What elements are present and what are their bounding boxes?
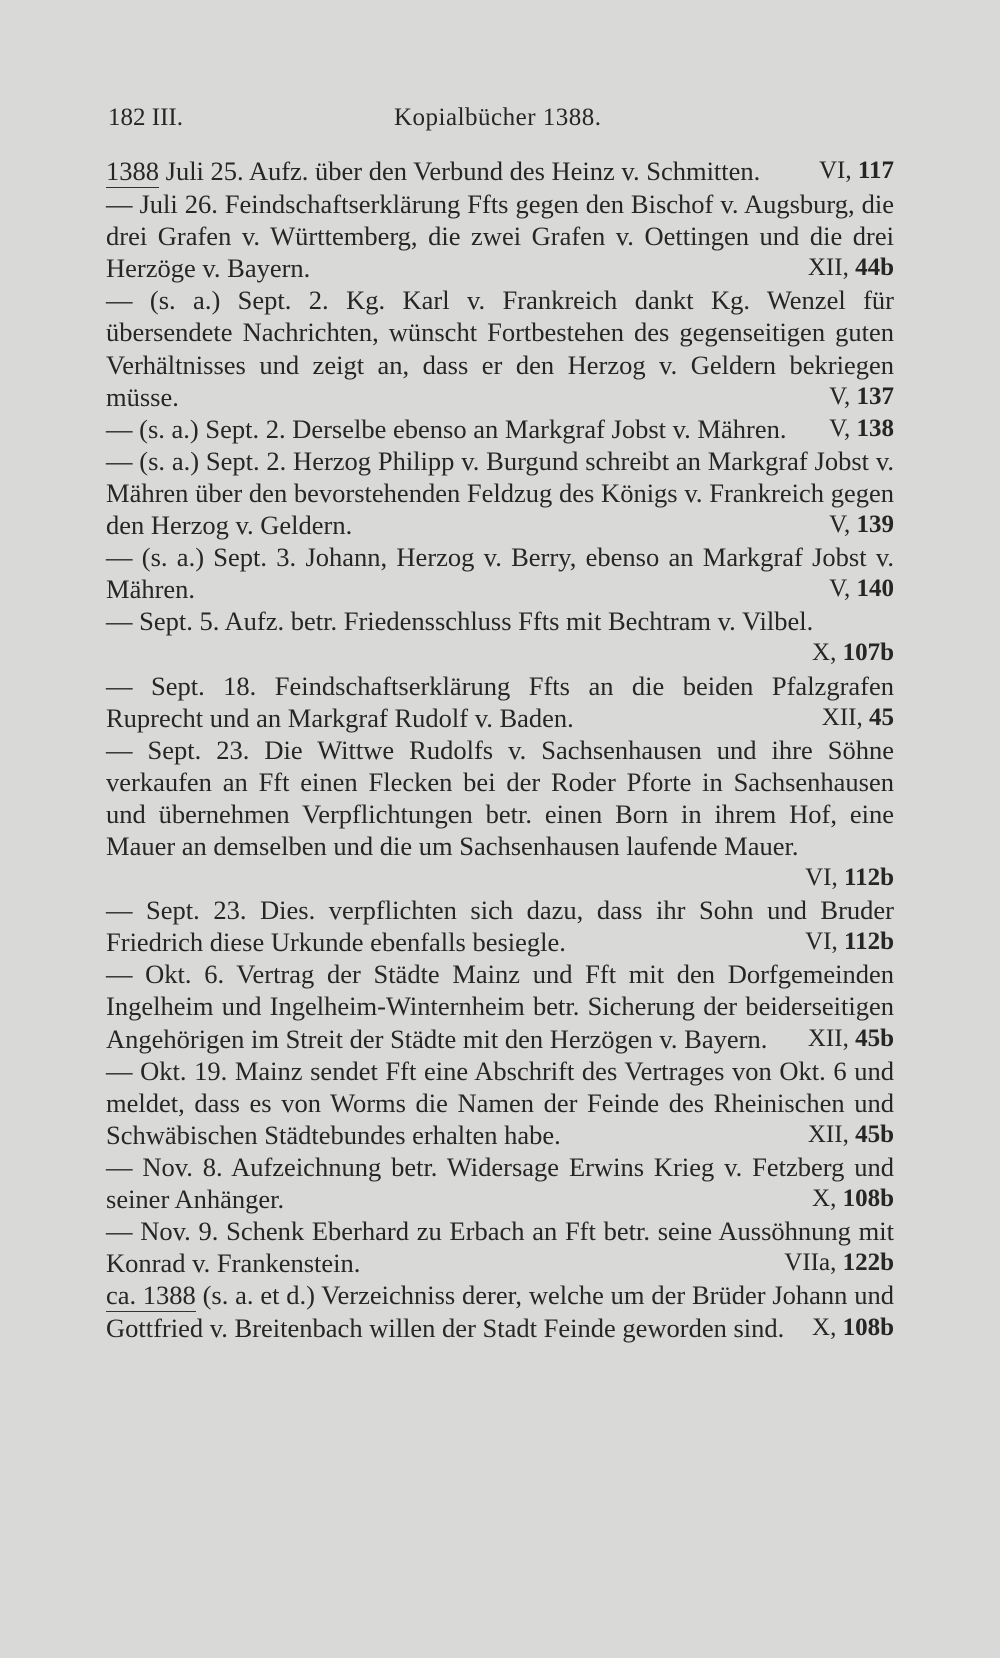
- entry-reference: [791, 862, 894, 894]
- entry-reference: [808, 702, 894, 734]
- page-number-section: 182 III.: [108, 104, 183, 131]
- entry-text: Juli 26. Feindschaftserklärung Ffts gegen den Bischof v. Augsburg, die drei Grafen v. Württemberg, die zwei Grafen v. Oettingen und die drei Herzöge v. Bayern.: [106, 189, 894, 284]
- reference-volume: V,: [829, 575, 851, 603]
- page-header: [108, 104, 894, 138]
- regest-entry: [106, 188, 894, 284]
- entry-reference: [798, 1183, 894, 1215]
- reference-volume: VI,: [805, 864, 838, 892]
- running-title: Kopialbücher 1388.: [394, 104, 602, 131]
- entry-text: Juli 25. Aufz. über den Verbund des Heinz v. Schmitten.: [159, 156, 761, 186]
- entry-reference: [798, 1312, 894, 1344]
- reference-folio: 137: [850, 382, 894, 410]
- entry-date: —: [106, 606, 133, 637]
- entry-date: —: [106, 1151, 133, 1182]
- regest-entry: [106, 894, 894, 958]
- entry-date: —: [106, 895, 133, 926]
- reference-folio: 45: [862, 703, 894, 731]
- reference-folio: 107b: [836, 639, 894, 667]
- regest-entry: [106, 605, 894, 669]
- regest-entry: [106, 1151, 894, 1215]
- entry-reference: [805, 155, 894, 187]
- entry-text: Sept. 5. Aufz. betr. Friedensschluss Ffts mit Bechtram v. Vilbel.: [132, 606, 814, 637]
- regest-entry: [106, 958, 894, 1054]
- entry-reference: [794, 1023, 894, 1055]
- entry-text: Nov. 9. Schenk Eberhard zu Erbach an Fft betr. seine Aussöhnung mit Konrad v. Frankenstein.: [106, 1216, 894, 1279]
- entry-text: (s. a.) Sept. 3. Johann, Herzog v. Berry, ebenso an Markgraf Jobst v. Mähren.: [106, 542, 894, 605]
- entry-reference: [791, 926, 894, 958]
- entry-text: (s. a.) Sept. 2. Kg. Karl v. Frankreich dankt Kg. Wenzel für übersendete Nachrichten, wünscht Fortbestehen des gegenseitigen guten Verhältnisses und zeigt an, dass er den Herzog v. Geldern bekriegen müsse.: [106, 285, 894, 412]
- reference-folio: 117: [851, 157, 894, 184]
- regest-entry: [106, 413, 894, 445]
- regest-entry: [106, 1279, 894, 1344]
- reference-folio: 108b: [836, 1185, 894, 1212]
- reference-folio: 108b: [836, 1314, 894, 1342]
- entry-reference: [770, 1247, 894, 1279]
- entry-text: Sept. 23. Dies. verpflichten sich dazu, dass ihr Sohn und Bruder Friedrich diese Urkunde ebenfalls besiegle.: [106, 895, 894, 958]
- regest-entry: [106, 155, 894, 188]
- regest-entry: [106, 1055, 894, 1151]
- entry-date: —: [106, 1055, 133, 1086]
- reference-volume: X,: [812, 639, 837, 667]
- entry-reference: [794, 252, 894, 284]
- regest-entry: [106, 734, 894, 894]
- reference-volume: V,: [829, 414, 851, 442]
- reference-folio: 112b: [837, 864, 894, 892]
- entry-text: (s. a.) Sept. 2. Herzog Philipp v. Burgund schreibt an Markgraf Jobst v. Mähren über den bevorstehenden Feldzug des Königs v. Frankreich gegen den Herzog v. Geldern.: [106, 445, 894, 541]
- regest-entry: [106, 445, 894, 541]
- reference-volume: XII,: [807, 254, 849, 282]
- entry-date: —: [106, 734, 133, 765]
- reference-volume: V,: [829, 382, 851, 410]
- entry-reference: [815, 381, 894, 413]
- reference-volume: XII,: [821, 703, 863, 731]
- regest-entry: [106, 670, 894, 734]
- entry-reference: [815, 573, 894, 605]
- reference-volume: V,: [829, 511, 851, 539]
- entry-text: (s. a.) Sept. 2. Derselbe ebenso an Markgraf Jobst v. Mähren.: [132, 413, 787, 444]
- entry-date: —: [106, 670, 133, 701]
- entry-date: ca. 1388: [106, 1279, 196, 1312]
- entry-date: —: [106, 445, 133, 476]
- reference-folio: 45b: [848, 1024, 894, 1052]
- reference-folio: 138: [850, 414, 894, 442]
- reference-volume: XII,: [807, 1024, 849, 1052]
- entry-date: —: [106, 413, 133, 444]
- reference-volume: VIIa,: [784, 1249, 837, 1277]
- regest-entry: [106, 541, 894, 605]
- entry-reference: [794, 1119, 894, 1151]
- reference-folio: 140: [850, 575, 894, 603]
- entry-text: Okt. 19. Mainz sendet Fft eine Abschrift des Vertrages von Okt. 6 und meldet, dass es von Worms die Namen der Feinde des Rheinischen und Schwäbischen Städtebundes erhalten habe.: [106, 1055, 894, 1150]
- entry-date: —: [106, 189, 133, 220]
- regest-entry: [106, 284, 894, 412]
- entry-date: —: [106, 542, 133, 573]
- entry-date: —: [106, 959, 133, 990]
- entry-date: —: [106, 1216, 133, 1247]
- entry-reference: [798, 637, 894, 669]
- reference-volume: VI,: [805, 928, 838, 956]
- entry-text: Sept. 23. Die Wittwe Rudolfs v. Sachsenhausen und ihre Söhne verkaufen an Fft einen Flecken bei der Roder Pforte in Sachsenhausen und übernehmen Verpflichtungen betr. einen Born in ihrem Hof, eine Mauer an demselben und die um Sachsenhausen laufende Mauer.: [106, 734, 894, 861]
- entry-text: (s. a. et d.) Verzeichniss derer, welche um der Brüder Johann und Gottfried v. Breitenbach willen der Stadt Feinde geworden sind.: [106, 1280, 894, 1344]
- entry-reference: [815, 413, 894, 445]
- entry-text: Okt. 6. Vertrag der Städte Mainz und Fft mit den Dorfgemeinden Ingelheim und Ingelheim-Winternheim betr. Sicherung der beiderseitigen Angehörigen im Streit der Städte mit den Herzögen v. Bayern.: [106, 959, 894, 1054]
- regest-entry: [106, 1215, 894, 1279]
- reference-folio: 122b: [836, 1249, 894, 1277]
- reference-volume: VI,: [818, 157, 852, 184]
- reference-volume: X,: [812, 1185, 837, 1212]
- entry-date: 1388: [106, 155, 159, 188]
- reference-volume: XII,: [807, 1120, 849, 1148]
- reference-folio: 44b: [848, 254, 894, 282]
- reference-folio: 45b: [848, 1120, 894, 1148]
- entry-text: Sept. 18. Feindschaftserklärung Ffts an die beiden Pfalzgrafen Ruprecht und an Markgraf Rudolf v. Baden.: [106, 670, 894, 733]
- reference-folio: 112b: [837, 928, 894, 956]
- entry-date: —: [106, 285, 133, 316]
- entry-reference: [815, 509, 894, 541]
- reference-folio: 139: [850, 511, 894, 539]
- reference-volume: X,: [812, 1314, 837, 1342]
- entry-text: Nov. 8. Aufzeichnung betr. Widersage Erwins Krieg v. Fetzberg und seiner Anhänger.: [106, 1151, 894, 1214]
- regest-list: [106, 155, 894, 1344]
